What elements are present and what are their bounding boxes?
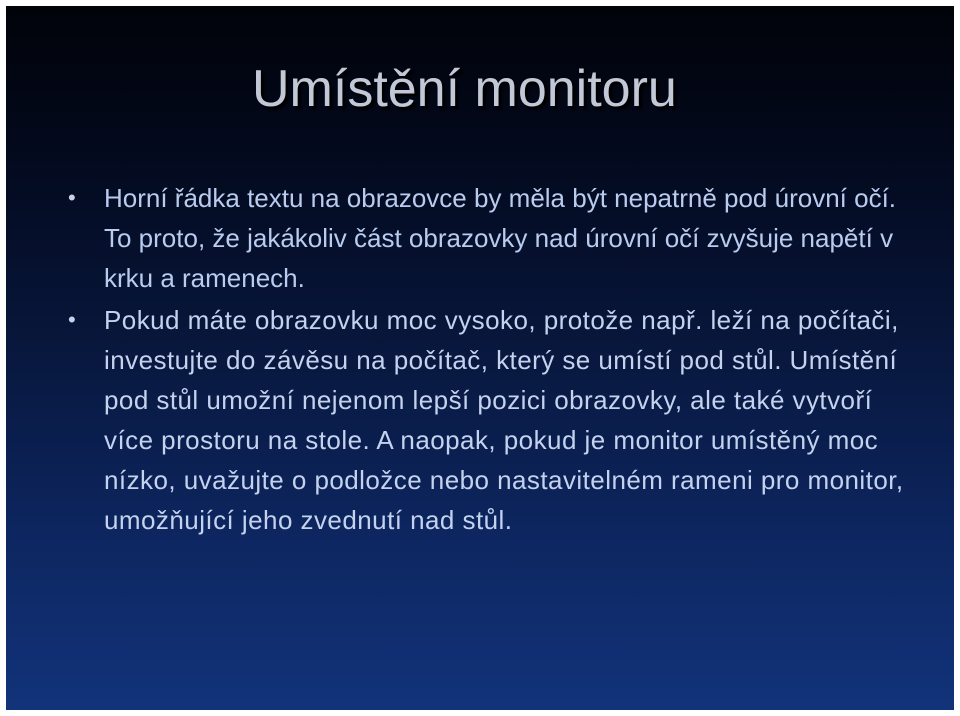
bullet-text: Pokud máte obrazovku moc vysoko, protože např. leží na počítači, investujte do závěsu na počítač, který se umístí pod stůl. Umístění pod stůl umožní nejenom lepší pozici obrazovky, ale také vytvoří více prostoru na stole. A naopak, pokud je monitor umístěný moc nízko, uvažujte o podložce nebo nastavitelném rameni pro monitor, umožňující jeho zvednutí nad stůl. — [104, 305, 904, 535]
slide-background — [6, 6, 954, 710]
bullet-list — [66, 178, 926, 542]
bullet-item-monitor-height — [66, 300, 926, 540]
bullet-text: Horní řádka textu na obrazovce by měla být nepatrně pod úrovní očí. To proto, že jakákoliv část obrazovky nad úrovní očí zvyšuje napětí v krku a ramenech. — [104, 183, 897, 293]
slide-title: Umístění monitoru — [252, 60, 677, 118]
bullet-item-eye-level — [66, 178, 926, 298]
bullet-marker: • — [68, 185, 76, 210]
bullet-marker: • — [68, 307, 77, 332]
